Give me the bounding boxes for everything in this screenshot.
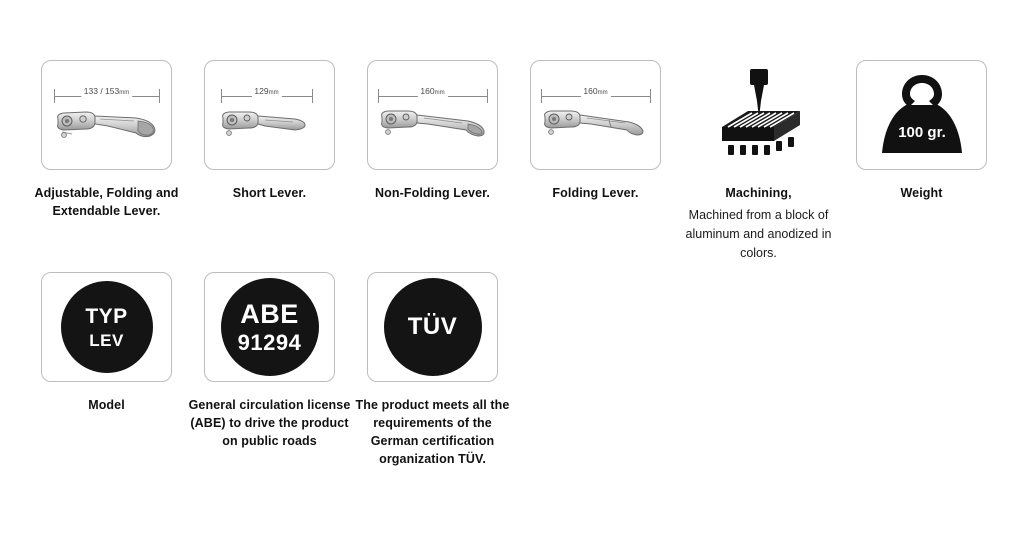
badge-line-1: ABE [240,298,299,329]
feature-row-2 [41,272,530,469]
feature-folding-lever [530,60,661,202]
dimension-annotation [541,85,651,101]
dimension-tick-right [650,89,651,103]
dimension-value: 133 / 153 [83,86,120,96]
dimension-annotation [54,85,160,101]
feature-machining [685,60,832,262]
lever-shape [213,105,323,151]
dimension-unit: mm [119,90,130,96]
abe-badge-box [204,272,335,382]
dimension-label [580,85,610,99]
dimension-value: 129 [254,86,269,96]
abe-badge-icon [221,278,319,376]
dimension-tick-right [312,89,313,103]
lever-shape [376,105,492,153]
dimension-value: 160 [420,86,435,96]
dimension-unit: mm [268,90,279,96]
lever-folding-icon [535,65,657,165]
dimension-label [417,85,447,99]
dimension-tick-right [159,89,160,103]
badge-line-1: TÜV [407,313,458,340]
weight-kettlebell-icon [862,65,982,165]
weight-illustration-box [856,60,987,170]
dimension-unit: mm [434,90,445,96]
lever-non-folding-icon [372,65,494,165]
dimension-annotation [378,85,488,101]
feature-caption: Model [88,398,125,412]
dimension-tick-left [221,89,222,103]
dimension-label [81,85,132,99]
dimension-tick-left [378,89,379,103]
feature-adjustable-folding-extendable-lever [34,60,179,220]
dimension-tick-right [487,89,488,103]
feature-model [41,272,172,414]
tuv-badge-icon [384,278,482,376]
feature-row-1 [34,60,1019,262]
dimension-tick-left [54,89,55,103]
lever-illustration-box [204,60,335,170]
tuv-badge-box [367,272,498,382]
feature-caption: Weight [900,186,943,200]
lever-short-icon [209,65,331,165]
feature-caption: Adjustable, Folding and Extendable Lever. [34,186,179,219]
kettlebell-shape [872,69,972,161]
dimension-value: 160 [583,86,598,96]
feature-caption: Non-Folding Lever. [375,186,490,200]
dimension-label [251,85,281,99]
feature-subcaption: Machined from a block of aluminum and anodized in colors. [685,208,832,260]
weight-badge-text: 100 gr. [897,124,946,141]
feature-caption: Short Lever. [232,186,307,200]
feature-tuv-certification [355,272,510,469]
feature-caption: The product meets all the requirements of the German certification organization TÜV. [355,398,510,467]
lever-shape [50,105,164,151]
dimension-annotation [221,85,313,101]
lever-illustration-box [530,60,661,170]
feature-caption: General circulation license (ABE) to drive the product on public roads [188,398,351,449]
lever-illustration-box [367,60,498,170]
lever-adjustable-icon [46,65,168,165]
dimension-unit: mm [597,90,608,96]
feature-abe-license [188,272,351,450]
feature-weight [856,60,987,202]
dimension-tick-left [541,89,542,103]
typ-lev-badge-icon [61,281,153,373]
badge-line-1: TYP [85,304,128,328]
lever-illustration-box [41,60,172,170]
lever-shape [539,105,655,153]
feature-short-lever [204,60,335,202]
badge-line-2: 91294 [237,329,302,355]
feature-caption: Machining, [725,186,792,200]
feature-non-folding-lever [367,60,498,202]
machining-illustration-box [693,60,824,170]
cnc-machining-icon [704,67,814,163]
badge-line-2: LEV [89,330,124,350]
feature-caption: Folding Lever. [552,186,639,200]
model-badge-box [41,272,172,382]
